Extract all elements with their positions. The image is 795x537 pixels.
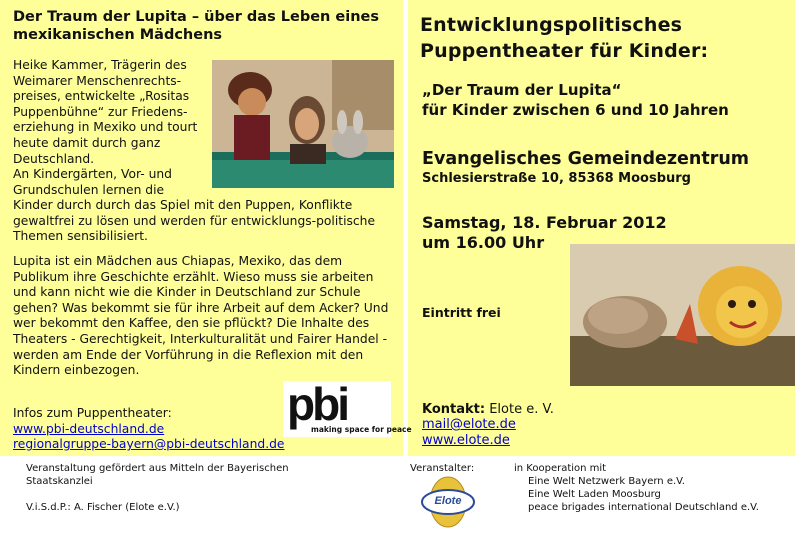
intro-line: Weimarer Menschenrechts- bbox=[13, 73, 182, 88]
pbi-logo-text: pbi bbox=[287, 378, 347, 430]
intro-line: Grundschulen lernen die bbox=[13, 182, 165, 197]
funding-line-2: Staatskanzlei bbox=[26, 476, 93, 487]
intro-text-rest: Kinder durch durch das Spiel mit den Puppen, Konflikte gewaltfrei zu lösen und werden für entwicklungs-politische Themen sensibilisiert. bbox=[13, 198, 376, 244]
organizer-label: Veranstalter: bbox=[410, 463, 475, 474]
pbi-logo bbox=[283, 378, 412, 437]
venue-name: Evangelisches Gemeindezentrum bbox=[422, 149, 750, 169]
funding-note bbox=[26, 462, 289, 488]
pbi-tagline: making space for peace bbox=[311, 425, 412, 434]
intro-line: Puppenbühne“ zur Friedens- bbox=[13, 104, 188, 119]
headline-line-1: Entwicklungspolitisches bbox=[420, 14, 683, 36]
intro-line: Heike Kammer, Trägerin des bbox=[13, 58, 187, 72]
pbi-email-link[interactable]: regionalgruppe-bayern@pbi-deutschland.de bbox=[13, 437, 285, 451]
intro-text bbox=[13, 58, 213, 198]
partner-list bbox=[528, 475, 759, 514]
intro-line: An Kindergärten, Vor- und bbox=[13, 167, 172, 182]
contact-email-link[interactable]: mail@elote.de bbox=[422, 417, 516, 432]
contact-label: Kontakt: bbox=[422, 402, 486, 417]
entry-info: Eintritt frei bbox=[422, 305, 501, 320]
contact-website-link[interactable]: www.elote.de bbox=[422, 432, 510, 448]
contact-name: Elote e. V. bbox=[489, 402, 554, 417]
intro-line: erziehung in Mexiko und tourt bbox=[13, 120, 198, 135]
play-info bbox=[422, 80, 729, 120]
event-date: Samstag, 18. Februar 2012 bbox=[422, 213, 667, 232]
contact-block bbox=[422, 402, 554, 448]
partner-item: Eine Welt Netzwerk Bayern e.V. bbox=[528, 476, 685, 487]
story-paragraph: Lupita ist ein Mädchen aus Chiapas, Mexiko, das dem Publikum ihre Geschichte erzählt. Wieso muss sie arbeiten und kann nicht wie die Kinder in Deutschland zur Schule gehen? Was bekommt sie für ihre Arbeit auf dem Acker? Und wer bekommt den Kaffee, den sie pflückt? Die Inhalte des Theaters - Gerechtigkeit, Interkulturalität und Fairer Handel - werden am Ende der Vorführung in die Reflexion mit den Kindern einbezogen. bbox=[13, 254, 389, 378]
intro-line: Deutschland. bbox=[13, 151, 95, 166]
elote-logo bbox=[420, 476, 476, 528]
intro-line: heute damit durch ganz bbox=[13, 135, 161, 150]
left-title: Der Traum der Lupita – über das Leben eines mexikanischen Mädchens bbox=[13, 9, 379, 43]
headline-line-2: Puppentheater für Kinder: bbox=[420, 40, 709, 62]
pbi-website-link[interactable]: www.pbi-deutschland.de bbox=[13, 422, 165, 436]
funding-line-1: Veranstaltung gefördert aus Mitteln der Bayerischen bbox=[26, 463, 289, 474]
partner-item: peace brigades international Deutschland e.V. bbox=[528, 502, 759, 513]
headline bbox=[420, 12, 708, 64]
event-time: um 16.00 Uhr bbox=[422, 233, 545, 252]
play-title: „Der Traum der Lupita“ bbox=[422, 81, 622, 99]
elote-logo-text: Elote bbox=[434, 495, 462, 507]
visdp-note: V.i.S.d.P.: A. Fischer (Elote e.V.) bbox=[26, 502, 180, 513]
infos-label: Infos zum Puppentheater: bbox=[13, 406, 172, 420]
venue-address: Schlesierstraße 10, 85368 Moosburg bbox=[422, 171, 691, 186]
intro-line: preises, entwickelte „Rositas bbox=[13, 89, 190, 104]
puppets-photo bbox=[570, 244, 795, 386]
audience: für Kinder zwischen 6 und 10 Jahren bbox=[422, 101, 729, 119]
partner-item: Eine Welt Laden Moosburg bbox=[528, 489, 661, 500]
cooperation-label: in Kooperation mit bbox=[514, 463, 607, 474]
puppeteer-photo bbox=[212, 60, 394, 188]
